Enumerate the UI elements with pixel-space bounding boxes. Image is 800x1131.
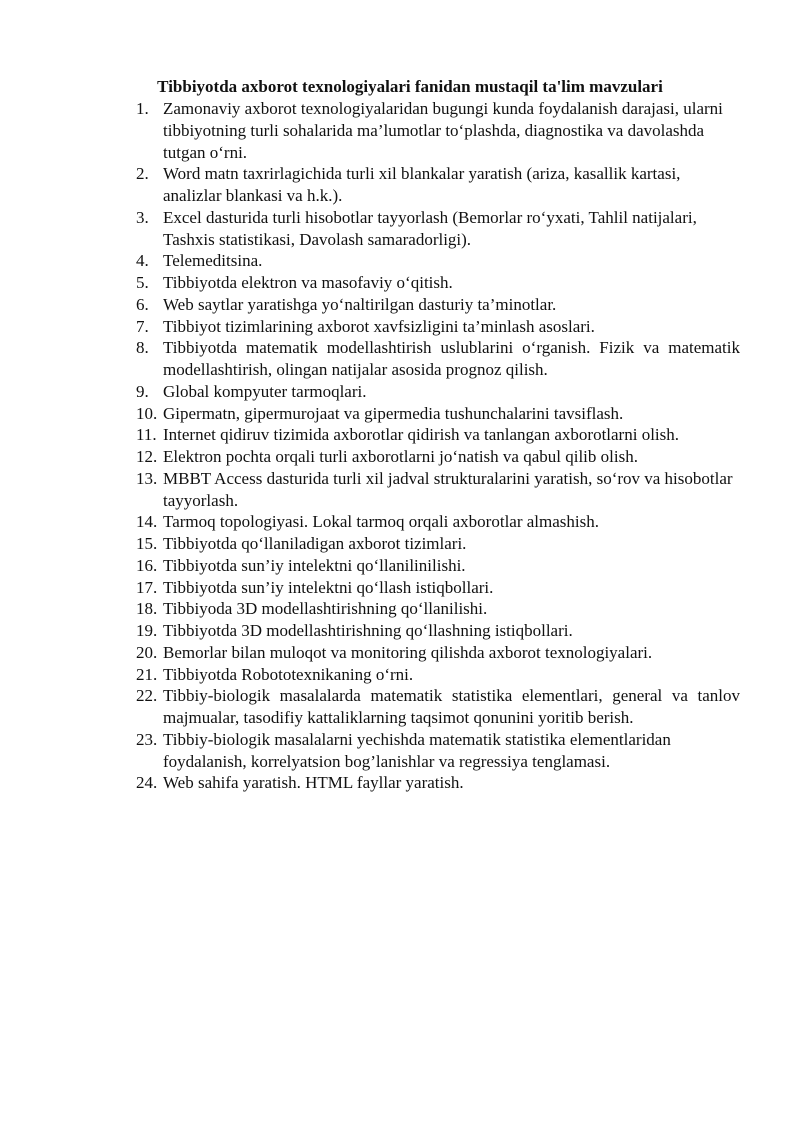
list-item-number: 20. — [136, 642, 158, 662]
list-item — [136, 511, 740, 533]
list-item-text: Word matn taxrirlagichida turli xil blankalar yaratish (ariza, kasallik kartasi, analizlar blankasi va h.k.). — [163, 164, 681, 205]
list-item — [136, 403, 740, 425]
list-item — [136, 642, 740, 664]
list-item — [136, 598, 740, 620]
list-item — [136, 533, 740, 555]
list-item-number: 15. — [136, 534, 158, 553]
page-title: Tibbiyotda axborot texnologiyalari fanidan mustaqil ta'lim mavzulari — [157, 77, 663, 96]
list-item-number: 17. — [136, 577, 158, 597]
list-item — [136, 620, 740, 642]
list-item — [136, 729, 740, 773]
list-item-text: Excel dasturida turli hisobotlar tayyorlash (Bemorlar ro‘yxati, Tahlil natijalari, Tashxis statistikasi, Davolash samaradorligi). — [163, 207, 697, 249]
list-item — [136, 316, 740, 338]
list-item — [136, 772, 740, 794]
list-item — [136, 207, 740, 251]
list-item-number: 13. — [136, 468, 158, 488]
list-item-number: 21. — [136, 664, 158, 684]
list-item-text: Bemorlar bilan muloqot va monitoring qilishda axborot texnologiyalari. — [163, 642, 653, 662]
list-item — [136, 163, 740, 207]
list-item-number: 23. — [136, 729, 158, 749]
list-item-text: Tarmoq topologiyasi. Lokal tarmoq orqali axborotlar almashish. — [163, 512, 599, 532]
list-item-number: 14. — [136, 512, 158, 532]
list-item-number: 11. — [136, 425, 157, 445]
list-item-number: 12. — [136, 447, 158, 466]
list-item-text: Internet qidiruv tizimida axborotlar qidirish va tanlangan axborotlarni olish. — [163, 425, 680, 445]
list-item-number: 3. — [136, 207, 149, 227]
list-item-text: Telemeditsina. — [163, 251, 263, 271]
topic-list — [136, 98, 740, 794]
list-item-text: Zamonaviy axborot texnologiyalaridan bugungi kunda foydalanish darajasi, ularni tibbiyotning turli sohalarida ma’lumotlar to‘plashda, diagnostika va davolashda tutgan o‘rni. — [163, 99, 723, 162]
list-item-text: Tibbiy-biologik masalalarda matematik statistika elementlari, general va tanlov majmualar, tasodifiy kattaliklarning taqsimot qonunini yoritib berish. — [163, 686, 740, 727]
list-item-number: 1. — [136, 99, 149, 118]
list-item-number: 16. — [136, 555, 158, 575]
list-item-text: Tibbiyotda qo‘llaniladigan axborot tizimlari. — [163, 534, 467, 553]
list-item — [136, 250, 740, 272]
list-item — [136, 98, 740, 163]
list-item-number: 4. — [136, 251, 149, 271]
list-item-text: Tibbiyotda Robototexnikaning o‘rni. — [163, 664, 414, 684]
list-item-text: Web sahifa yaratish. HTML fayllar yaratish. — [163, 773, 464, 793]
list-item-number: 22. — [136, 686, 158, 706]
list-item-number: 10. — [136, 403, 158, 423]
list-item-text: Global kompyuter tarmoqlari. — [163, 381, 367, 401]
list-item-text: MBBT Access dasturida turli xil jadval strukturalarini yaratish, so‘rov va hisobotlar tayyorlash. — [163, 468, 733, 510]
list-item-number: 18. — [136, 599, 158, 619]
list-item-text: Tibbiyot tizimlarining axborot xavfsizligini ta’minlash asoslari. — [163, 316, 595, 336]
list-item-number: 2. — [136, 164, 149, 184]
list-item-text: Elektron pochta orqali turli axborotlarni jo‘natish va qabul qilib olish. — [163, 447, 638, 466]
list-item — [136, 272, 740, 294]
list-item-number: 8. — [136, 338, 149, 358]
list-item — [136, 381, 740, 403]
list-item-text: Web saytlar yaratishga yo‘naltirilgan dasturiy ta’minotlar. — [163, 294, 557, 314]
list-item-text: Tibbiyotda sun’iy intelektni qo‘llash istiqbollari. — [163, 577, 494, 597]
list-item-text: Tibbiyotda sun’iy intelektni qo‘llanilinilishi. — [163, 555, 466, 575]
list-item — [136, 294, 740, 316]
list-item — [136, 337, 740, 381]
list-item — [136, 424, 740, 446]
list-item — [136, 664, 740, 686]
list-item — [136, 555, 740, 577]
list-item-text: Tibbiyotda elektron va masofaviy o‘qitish. — [163, 273, 453, 292]
list-item — [136, 446, 740, 468]
list-item-number: 19. — [136, 621, 158, 640]
list-item-number: 9. — [136, 381, 149, 401]
list-item — [136, 468, 740, 512]
list-item-number: 7. — [136, 316, 149, 336]
list-item-text: Tibbiyotda 3D modellashtirishning qo‘llashning istiqbollari. — [163, 621, 573, 640]
list-item-text: Tibbiyoda 3D modellashtirishning qo‘llanilishi. — [163, 599, 488, 619]
list-item-number: 24. — [136, 773, 158, 793]
list-item-text: Tibbiyotda matematik modellashtirish uslublarini o‘rganish. Fizik va matematik modellashtirish, olingan natijalar asosida prognoz qilish. — [163, 338, 740, 379]
list-item-text: Gipermatn, gipermurojaat va gipermedia tushunchalarini tavsiflash. — [163, 403, 624, 423]
list-item-text: Tibbiy-biologik masalalarni yechishda matematik statistika elementlaridan foydalanish, korrelyatsion bog’lanishlar va regressiya tenglamasi. — [163, 729, 671, 771]
list-item — [136, 685, 740, 729]
list-item-number: 6. — [136, 294, 149, 314]
list-item — [136, 577, 740, 599]
list-item-number: 5. — [136, 273, 149, 292]
